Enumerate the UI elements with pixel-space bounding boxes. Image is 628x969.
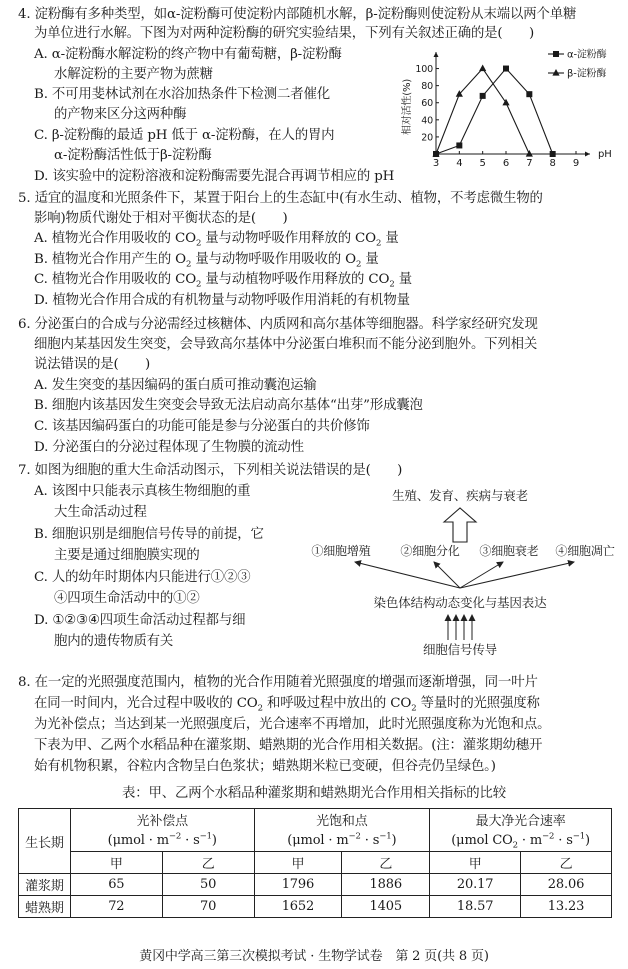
alpha-data-point: [480, 93, 486, 99]
alpha-data-point: [550, 151, 556, 157]
variety-jia: 甲: [430, 852, 521, 874]
q4-stem-line-1: 4. 淀粉酶有多种类型，如α-淀粉酶可使淀粉内部随机水解，β-淀粉酶则使淀粉从末端以两个单糖: [18, 7, 577, 22]
col-max-rate-unit: (μmol $CO_2 \cdot m^{-2} \cdot s^{-1}$): [430, 830, 612, 852]
y-axis-label: 相对活性(%): [402, 78, 413, 136]
diagram-middle-label: 染色体结构动态变化与基因表达: [373, 595, 547, 610]
q4-option-c-line-1: C. β-淀粉酶的最适 pH 低于 α-淀粉酶，在人的胃内: [34, 128, 335, 143]
cell-value: 28.06: [521, 874, 612, 896]
series-line-alpha: [436, 69, 553, 154]
y-tick-label: 20: [421, 132, 433, 144]
q7-option-b-line-1: B. 细胞识别是细胞信号传导的前提，它: [34, 527, 264, 542]
q6-option-a: A. 发生突变的基因编码的蛋白质可推动囊泡运输: [34, 378, 317, 393]
x-tick-label: 8: [549, 158, 556, 169]
col-saturation-title: 光饱和点: [254, 809, 430, 831]
variety-yi: 乙: [342, 852, 430, 874]
x-tick-label: 4: [456, 158, 463, 169]
x-tick-label: 5: [479, 158, 486, 169]
table-header-row-titles: [19, 809, 612, 831]
q8-line-1: 8. 在一定的光照强度范围内，植物的光合作用随着光照强度的增强而逐渐增强，同一叶片: [18, 675, 538, 690]
variety-jia: 甲: [254, 852, 342, 874]
series-line-beta: [436, 69, 529, 154]
table-header-row-units: [19, 830, 612, 852]
y-tick-label: 40: [421, 115, 433, 127]
q4-option-c-line-2: α-淀粉酶活性低于β-淀粉酶: [54, 148, 212, 163]
cell-value: 1405: [342, 896, 430, 918]
arrow-to-node-4: [460, 562, 574, 588]
cell-value: 1652: [254, 896, 342, 918]
col-stage-header: 生长期: [19, 809, 71, 874]
q5-option-b: B. 植物光合作用产生的 $O_2$ 量与动物呼吸作用吸收的 $O_2$ 量: [34, 252, 379, 270]
variety-yi: 乙: [162, 852, 254, 874]
q6-stem-line-2: 细胞内某基因发生突变，会导致高尔基体中分泌蛋白堆积而不能分泌到胞外。下列相关: [34, 337, 538, 352]
legend-alpha-label: α-淀粉酶: [567, 49, 607, 61]
cell-value: 50: [162, 874, 254, 896]
diagram-top-label: 生殖、发育、疾病与衰老: [392, 488, 528, 503]
cell-value: 65: [70, 874, 162, 896]
cell-value: 13.23: [521, 896, 612, 918]
y-tick-label: 60: [421, 98, 433, 110]
q4-stem-line-2: 为单位进行水解。下图为对两种淀粉酶的研究实验结果，下列有关叙述正确的是( ): [34, 26, 535, 41]
q6-option-d: D. 分泌蛋白的分泌过程体现了生物膜的流动性: [34, 440, 304, 455]
col-saturation-unit: $(\mu mol \cdot m^{-2} \cdot s^{-1})$: [254, 830, 430, 852]
q8-line-2: 在同一时间内，光合过程中吸收的 $CO_2$ 和呼吸过程中放出的 $CO_2$ 等量时的光照强度称: [34, 696, 540, 714]
cell-value: 1796: [254, 874, 342, 896]
q4-option-b-line-2: 的产物来区分这两种酶: [54, 107, 187, 122]
arrow-to-node-2: [434, 562, 460, 588]
q7-option-d-line-2: 胞内的遗传物质有关: [54, 634, 174, 649]
q7-option-c-line-2: ④四项生命活动中的①②: [54, 591, 200, 606]
diagram-node-1: ①细胞增殖: [311, 544, 371, 558]
hollow-up-arrow: [444, 508, 476, 542]
table-header-row-varieties: [19, 852, 612, 874]
arrow-to-node-3: [460, 562, 503, 588]
q5-stem-line-1: 5. 适宜的温度和光照条件下，某置于阳台上的生态缸中(有水生动、植物，不考虑微生物的: [18, 191, 543, 206]
q5-option-c: C. 植物光合作用吸收的 $CO_2$ 量与动植物呼吸作用释放的 $CO_2$ 量: [34, 272, 412, 290]
alpha-data-point: [503, 66, 509, 72]
arrow-to-node-1: [355, 562, 460, 588]
table-row: [19, 896, 612, 918]
cell-value: 18.57: [430, 896, 521, 918]
row-stage: 蜡熟期: [19, 896, 71, 918]
q4-option-b-line-1: B. 不可用斐林试剂在水浴加热条件下检测二者催化: [34, 87, 330, 102]
cell-value: 72: [70, 896, 162, 918]
alpha-data-point: [456, 142, 462, 148]
q4-option-a-line-2: 水解淀粉的主要产物为蔗糖: [54, 67, 213, 82]
table-caption: 表：甲、乙两个水稻品种灌浆期和蜡熟期光合作用相关指标的比较: [122, 786, 506, 801]
variety-jia: 甲: [70, 852, 162, 874]
q8-line-5: 始有机物积累，谷粒内含物呈白色浆状；蜡熟期米粒已变硬，但谷壳仍呈绿色。): [34, 759, 496, 774]
legend-beta-label: β-淀粉酶: [567, 68, 607, 80]
q6-stem-line-1: 6. 分泌蛋白的合成与分泌需经过核糖体、内质网和高尔基体等细胞器。科学家经研究发现: [18, 317, 538, 332]
q6-stem-line-3: 说法错误的是( ): [34, 357, 151, 372]
x-tick-label: 6: [502, 158, 510, 169]
q7-option-a-line-1: A. 该图中只能表示真核生物细胞的重: [34, 484, 251, 499]
diagram-node-3: ③细胞衰老: [479, 544, 539, 558]
photosynthesis-table: [18, 808, 612, 918]
beta-data-point: [479, 65, 486, 72]
diagram-bottom-label: 细胞信号传导: [422, 642, 498, 657]
page-footer: 黄冈中学高三第三次模拟考试 · 生物学试卷 第 2 页(共 8 页): [139, 949, 489, 964]
q6-option-c: C. 该基因编码蛋白的功能可能是参与分泌蛋白的共价修饰: [34, 419, 370, 434]
cell-value: 1886: [342, 874, 430, 896]
x-tick-label: 9: [572, 158, 580, 169]
x-tick-label: 7: [526, 158, 533, 169]
col-compensation-title: 光补偿点: [70, 809, 254, 831]
q5-stem-line-2: 影响)物质代谢处于相对平衡状态的是( ): [34, 211, 288, 226]
alpha-data-point: [526, 91, 532, 97]
diagram-node-2: ②细胞分化: [400, 544, 460, 558]
legend-beta-marker: [552, 69, 559, 76]
y-axis-arrow: [434, 52, 439, 57]
q4-option-a-line-1: A. α-淀粉酶水解淀粉的终产物中有葡萄糖，β-淀粉酶: [34, 47, 342, 62]
cell-value: 20.17: [430, 874, 521, 896]
q8-line-4: 下表为甲、乙两个水稻品种在灌浆期、蜡熟期的光合作用相关数据。(注：灌浆期幼穗开: [34, 738, 543, 753]
x-tick-label: 3: [432, 158, 440, 169]
cell-life-activity-diagram: [300, 480, 620, 658]
beta-data-point: [526, 150, 533, 157]
q5-option-d: D. 植物光合作用合成的有机物量与动物呼吸作用消耗的有机物量: [34, 293, 410, 308]
q7-option-c-line-1: C. 人的幼年时期体内只能进行①②③: [34, 570, 251, 585]
y-tick-label: 80: [421, 81, 433, 93]
q7-stem: 7. 如图为细胞的重大生命活动图示，下列相关说法错误的是( ): [18, 463, 403, 478]
x-axis-arrow: [585, 152, 590, 157]
q4-option-d: D. 该实验中的淀粉溶液和淀粉酶需要先混合再调节相应的 pH: [34, 169, 395, 184]
table-row: [19, 874, 612, 896]
row-stage: 灌浆期: [19, 874, 71, 896]
q7-option-a-line-2: 大生命活动过程: [54, 505, 147, 520]
q6-option-b: B. 细胞内该基因发生突变会导致无法启动高尔基体“出芽”形成囊泡: [34, 398, 423, 413]
x-axis-label: pH: [598, 149, 612, 160]
q5-option-a: A. 植物光合作用吸收的 $CO_2$ 量与动物呼吸作用释放的 $CO_2$ 量: [34, 231, 399, 249]
q7-option-d-line-1: D. ①②③④四项生命活动过程都与细: [34, 613, 246, 628]
variety-yi: 乙: [521, 852, 612, 874]
enzyme-activity-chart: [398, 46, 612, 176]
legend-alpha-marker: [553, 51, 559, 57]
q8-line-3: 为光补偿点；当达到某一光照强度后，光合速率不再增加，此时光照强度称为光饱和点。: [34, 717, 551, 732]
q7-option-b-line-2: 主要是通过细胞膜实现的: [54, 548, 200, 563]
col-compensation-unit: $(\mu mol \cdot m^{-2} \cdot s^{-1})$: [70, 830, 254, 852]
y-tick-label: 100: [415, 64, 433, 76]
cell-value: 70: [162, 896, 254, 918]
col-max-rate-title: 最大净光合速率: [430, 809, 612, 831]
diagram-node-4: ④细胞凋亡: [555, 544, 615, 558]
